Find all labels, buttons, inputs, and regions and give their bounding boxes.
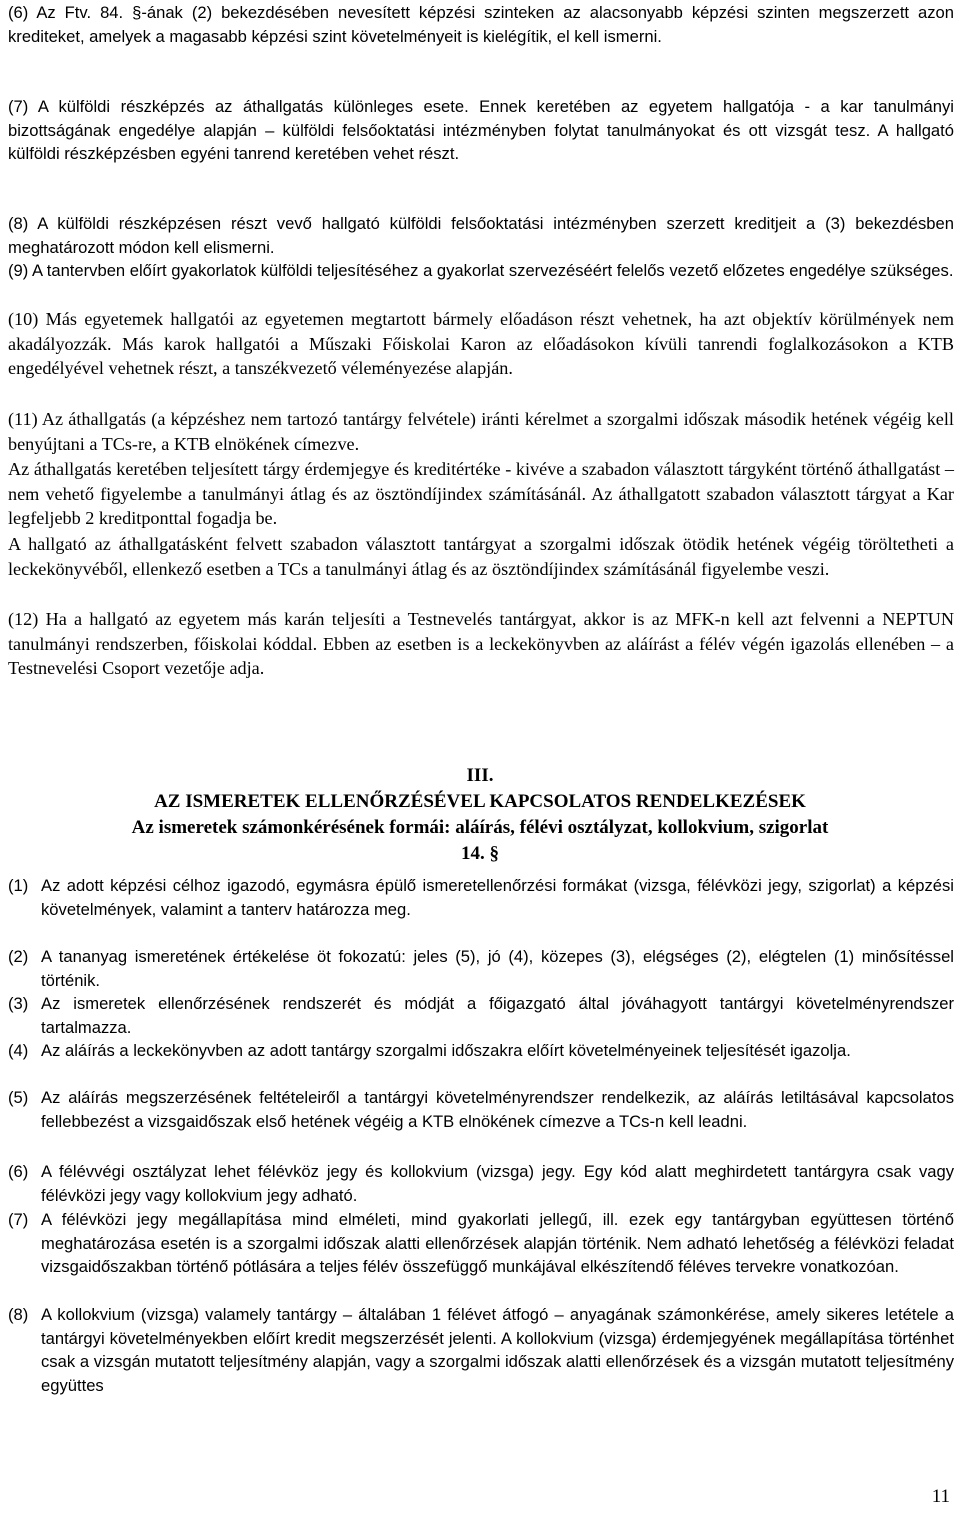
page-number: 11	[931, 1486, 950, 1507]
list-item-number: (7)	[8, 1210, 29, 1229]
chapter-title: AZ ISMERETEK ELLENŐRZÉSÉVEL KAPCSOLATOS RENDELKEZÉSEK	[154, 791, 806, 812]
paragraph-7: (7) A külföldi részképzés az áthallgatás különleges esete. Ennek keretében az egyetem hallgatója - a kar tanulmányi bizottságának engedélye alapján – külföldi felsőoktatási intézményben folytat tanulmányokat és ott vizsgát tesz. A hallgató külföldi részképzésben egyéni tanrend keretében vehet részt.	[8, 97, 954, 164]
paragraph-10: (10) Más egyetemek hallgatói az egyetemen megtartott bármely előadáson részt vehetnek, ha azt objektív körülmények nem akadályozzák. Más karok hallgatói a Műszaki Főiskolai Karon az előadásokon kívüli tanrendi foglalkozásokon a KTB engedélyével vehetnek részt, a tanszékvezető véleményezése alapján.	[8, 309, 954, 379]
list-item-text: Az aláírás megszerzésének feltételeiről a tantárgyi követelményrendszer rendelkezik, az aláírás letiltásával kapcsolatos fellebbezést a vizsgaidőszak első hetének végéig a KTB elnökének címezve a TCs-n kell leadni.	[41, 1088, 954, 1131]
section-14-list	[0, 874, 960, 1398]
section-number: 14. §	[461, 843, 499, 864]
list-item-text: A félévvégi osztályzat lehet félévköz jegy és kollokvium (vizsga) jegy. Egy kód alatt meghirdetett tantárgyra csak vagy félévközi jegy vagy kollokvium jegy adható.	[41, 1162, 954, 1205]
list-item-number: (5)	[8, 1088, 29, 1107]
list-item	[0, 992, 960, 1039]
list-item	[0, 1208, 960, 1303]
top-section	[0, 1, 960, 682]
list-item-text: Az ismeretek ellenőrzésének rendszerét és módját a főigazgató által jóváhagyott tantárgyi követelményrendszer tartalmazza.	[41, 994, 954, 1037]
paragraph-11-cont-2: A hallgató az áthallgatásként felvett szabadon választott tantárgyat a szorgalmi időszak ötödik hetének végéig töröltetheti a leckekönyvéből, ellenkező esetben a TCs a tanulmányi átlag és az ösztöndíjindex számításánál figyelembe veszi.	[8, 534, 954, 579]
paragraph-11-cont-1: Az áthallgatás keretében teljesített tárgy érdemjegye és kreditértéke - kivéve a szabadon választott tárgyként történő áthallgatást – nem vehető figyelembe a tanulmányi átlag és az ösztöndíjindex számításánál. Az áthallgatott szabadon választott tárgyat a Kar legfeljebb 2 kreditponttal fogadja be.	[8, 459, 954, 529]
list-item-number: (1)	[8, 876, 29, 895]
chapter-heading	[0, 763, 960, 867]
list-item-text: A félévközi jegy megállapítása mind elméleti, mind gyakorlati jellegű, ill. ezek egy tantárgyban együttesen történő meghatározása esetén is a szorgalmi időszak alatti ellenőrzések alapján történik. Nem adható lehetőség a félévközi feladat vizsgaidőszakban történő pótlására a teljes félév összefüggő munkájával elkészítendő féléves tervekre vonatkozóan.	[41, 1210, 954, 1277]
paragraph-9: (9) A tantervben előírt gyakorlatok külföldi teljesítéséhez a gyakorlat szervezéséért felelős vezető előzetes engedélye szükséges.	[8, 261, 954, 280]
list-item-text: A kollokvium (vizsga) valamely tantárgy – általában 1 félévet átfogó – anyagának számonkérése, amely sikeres letétele a tantárgyi követelményekben előírt kredit megszerzését jelenti. A kollokvium (vizsga) érdemjegyének megállapítása történhet csak a vizsgán mutatott teljesítmény alapján, vagy a szorgalmi időszak alatti ellenőrzések és a vizsgán mutatott teljesítmény együttes	[41, 1305, 954, 1395]
list-item	[0, 945, 960, 992]
list-item-number: (2)	[8, 947, 29, 966]
list-item-number: (3)	[8, 994, 29, 1013]
paragraph-8: (8) A külföldi részképzésen részt vevő hallgató külföldi felsőoktatási intézményben szerzett kreditjeit a (3) bekezdésben meghatározott módon kell elismerni.	[8, 214, 954, 257]
list-item-number: (8)	[8, 1305, 29, 1324]
chapter-roman-numeral: III.	[466, 765, 494, 786]
list-item	[0, 1086, 960, 1160]
paragraph-11: (11) Az áthallgatás (a képzéshez nem tartozó tantárgy felvétele) iránti kérelmet a szorgalmi időszak második hetének végéig kell benyújtani a TCs-re, a KTB elnökének címezve.	[8, 409, 954, 454]
list-item	[0, 1303, 960, 1398]
list-item-number: (6)	[8, 1162, 29, 1181]
paragraph-12: (12) Ha a hallgató az egyetem más karán teljesíti a Testnevelés tantárgyat, akkor is az MFK-n kell azt felvenni a NEPTUN tanulmányi rendszerben, főiskolai kóddal. Ebben az esetben is a leckekönyvben az aláírást a félév végén igazolás ellenében – a Testnevelési Csoport vezetője adja.	[8, 609, 954, 679]
list-item-text: A tananyag ismeretének értékelése öt fokozatú: jeles (5), jó (4), közepes (3), elégséges (2), elégtelen (1) minősítéssel történik.	[41, 947, 954, 990]
list-item-number: (4)	[8, 1041, 29, 1060]
list-item-text: Az adott képzési célhoz igazodó, egymásra épülő ismeretellenőrzési formákat (vizsga, félévközi jegy, szigorlat) a képzési követelmények, valamint a tanterv határozza meg.	[41, 876, 954, 919]
list-item-text: Az aláírás a leckekönyvben az adott tantárgy szorgalmi időszakra előírt követelményeinek teljesítését igazolja.	[41, 1041, 851, 1060]
list-item	[0, 874, 960, 945]
chapter-subtitle: Az ismeretek számonkérésének formái: aláírás, félévi osztályzat, kollokvium, szigorlat	[131, 817, 829, 838]
paragraph-6: (6) Az Ftv. 84. §-ának (2) bekezdésében nevesített képzési szinteken az alacsonyabb képzési szinten megszerzett azon krediteket, amelyek a magasabb képzési szint követelményeit is kielégítik, el kell ismerni.	[8, 3, 954, 46]
list-item	[0, 1039, 960, 1086]
list-item	[0, 1160, 960, 1208]
